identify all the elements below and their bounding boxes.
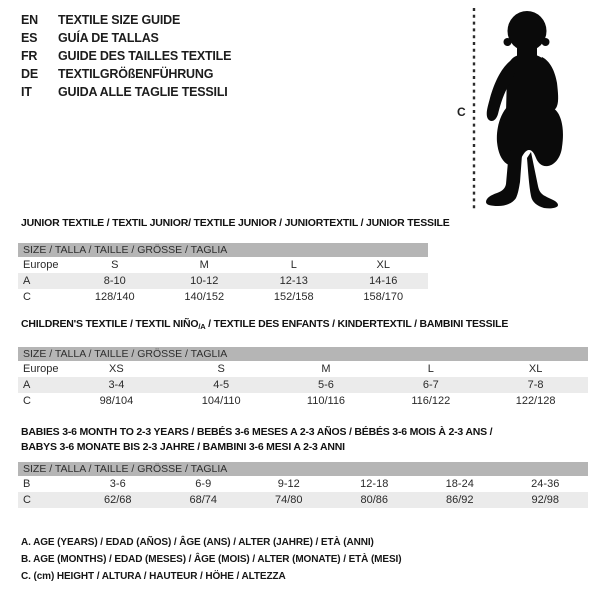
age-cell: 8-10 <box>103 275 126 287</box>
age-cell: 6-7 <box>422 379 439 391</box>
footnote-c: C. (cm) HEIGHT / ALTURA / HAUTEUR / HÖHE / ALTEZZA <box>21 571 286 582</box>
height-cell: 116/122 <box>411 395 451 407</box>
junior-size-table <box>18 257 428 305</box>
babies-size-header-bar: SIZE / TALLA / TAILLE / GRÖSSE / TAGLIA <box>18 462 588 476</box>
height-cell: 92/98 <box>531 494 560 506</box>
babies-table-title-line2: BABYS 3-6 MONATE BIS 2-3 JAHRE / BAMBINI 3-6 MESI A 2-3 ANNI <box>21 441 345 453</box>
height-cell: 104/110 <box>201 395 241 407</box>
age-cell: 24-36 <box>531 478 560 490</box>
row-label: A <box>23 379 31 391</box>
footnote-a: A. AGE (YEARS) / EDAD (AÑOS) / ÂGE (ANS) / ALTER (JAHRE) / ETÀ (ANNI) <box>21 537 374 548</box>
table-row <box>18 393 588 409</box>
table-row <box>18 361 588 377</box>
children-size-header-bar: SIZE / TALLA / TAILLE / GRÖSSE / TAGLIA <box>18 347 588 361</box>
row-label: Europe <box>23 363 59 375</box>
lang-title: TEXTILGRÖßENFÜHRUNG <box>58 67 214 81</box>
table-row <box>18 476 588 492</box>
size-cell: L <box>290 259 297 271</box>
size-cell: M <box>199 259 209 271</box>
lang-code: FR <box>21 49 38 63</box>
height-cell: 110/116 <box>306 395 346 407</box>
height-cell: 98/104 <box>99 395 134 407</box>
lang-row-en <box>21 11 231 29</box>
lang-row-fr <box>21 47 231 65</box>
height-cell: 152/158 <box>273 291 314 303</box>
lang-code: DE <box>21 67 38 81</box>
row-label: B <box>23 478 31 490</box>
lang-code: ES <box>21 31 38 45</box>
lang-code: IT <box>21 85 32 99</box>
table-row <box>18 289 428 305</box>
junior-table-title: JUNIOR TEXTILE / TEXTIL JUNIOR/ TEXTILE JUNIOR / JUNIORTEXTIL / JUNIOR TESSILE <box>21 217 450 229</box>
title-text: / TEXTILE DES ENFANTS / KINDERTEXTIL / BAMBINI TESSILE <box>205 318 509 330</box>
toddler-silhouette-icon <box>470 0 600 215</box>
row-label: Europe <box>23 259 59 271</box>
junior-size-header-bar: SIZE / TALLA / TAILLE / GRÖSSE / TAGLIA <box>18 243 428 257</box>
babies-table-title-line1: BABIES 3-6 MONTH TO 2-3 YEARS / BEBÉS 3-6 MESES A 2-3 AÑOS / BÉBÉS 3-6 MOIS À 2-3 ANS / <box>21 426 493 438</box>
table-row <box>18 273 428 289</box>
age-cell: 10-12 <box>190 275 219 287</box>
age-cell: 4-5 <box>213 379 230 391</box>
language-title-block <box>21 11 231 101</box>
age-cell: 12-18 <box>360 478 389 490</box>
height-cell: 86/92 <box>445 494 474 506</box>
lang-title: TEXTILE SIZE GUIDE <box>58 13 181 27</box>
lang-code: EN <box>21 13 38 27</box>
title-subscript: /A <box>198 322 206 331</box>
height-cell: 62/68 <box>103 494 132 506</box>
row-label: C <box>23 291 31 303</box>
size-cell: S <box>111 259 119 271</box>
children-size-table <box>18 361 588 409</box>
age-cell: 3-6 <box>109 478 126 490</box>
height-measure-label: C <box>457 105 466 119</box>
height-cell: 122/128 <box>515 395 556 407</box>
height-cell: 74/80 <box>274 494 303 506</box>
size-cell: XL <box>376 259 390 271</box>
size-cell: S <box>217 363 225 375</box>
children-table-title <box>21 318 508 333</box>
babies-size-table <box>18 476 588 508</box>
height-cell: 158/170 <box>363 291 404 303</box>
age-cell: 3-4 <box>108 379 125 391</box>
table-row <box>18 257 428 273</box>
size-cell: M <box>321 363 331 375</box>
height-cell: 140/152 <box>184 291 225 303</box>
size-cell: XS <box>109 363 124 375</box>
lang-row-es <box>21 29 231 47</box>
height-cell: 68/74 <box>189 494 218 506</box>
row-label: C <box>23 494 31 506</box>
age-cell: 7-8 <box>527 379 544 391</box>
age-cell: 6-9 <box>195 478 212 490</box>
height-cell: 128/140 <box>94 291 135 303</box>
age-cell: 14-16 <box>369 275 398 287</box>
lang-row-de <box>21 65 231 83</box>
table-row <box>18 492 588 508</box>
age-cell: 5-6 <box>318 379 334 391</box>
age-cell: 18-24 <box>445 478 474 490</box>
age-cell: 12-13 <box>279 275 308 287</box>
lang-title: GUIDE DES TAILLES TEXTILE <box>58 49 232 63</box>
lang-title: GUIDA ALLE TAGLIE TESSILI <box>58 85 228 99</box>
lang-title: GUÍA DE TALLAS <box>58 31 159 45</box>
size-cell: L <box>427 363 434 375</box>
age-cell: 9-12 <box>277 478 300 490</box>
footnote-b: B. AGE (MONTHS) / EDAD (MESES) / ÂGE (MOIS) / ALTER (MONATE) / ETÀ (MESI) <box>21 554 402 565</box>
size-cell: XL <box>528 363 543 375</box>
row-label: C <box>23 395 31 407</box>
height-cell: 80/86 <box>360 494 389 506</box>
table-row <box>18 377 588 393</box>
title-text: CHILDREN'S TEXTILE / TEXTIL NIÑO <box>21 318 199 330</box>
lang-row-it <box>21 83 231 101</box>
row-label: A <box>23 275 31 287</box>
